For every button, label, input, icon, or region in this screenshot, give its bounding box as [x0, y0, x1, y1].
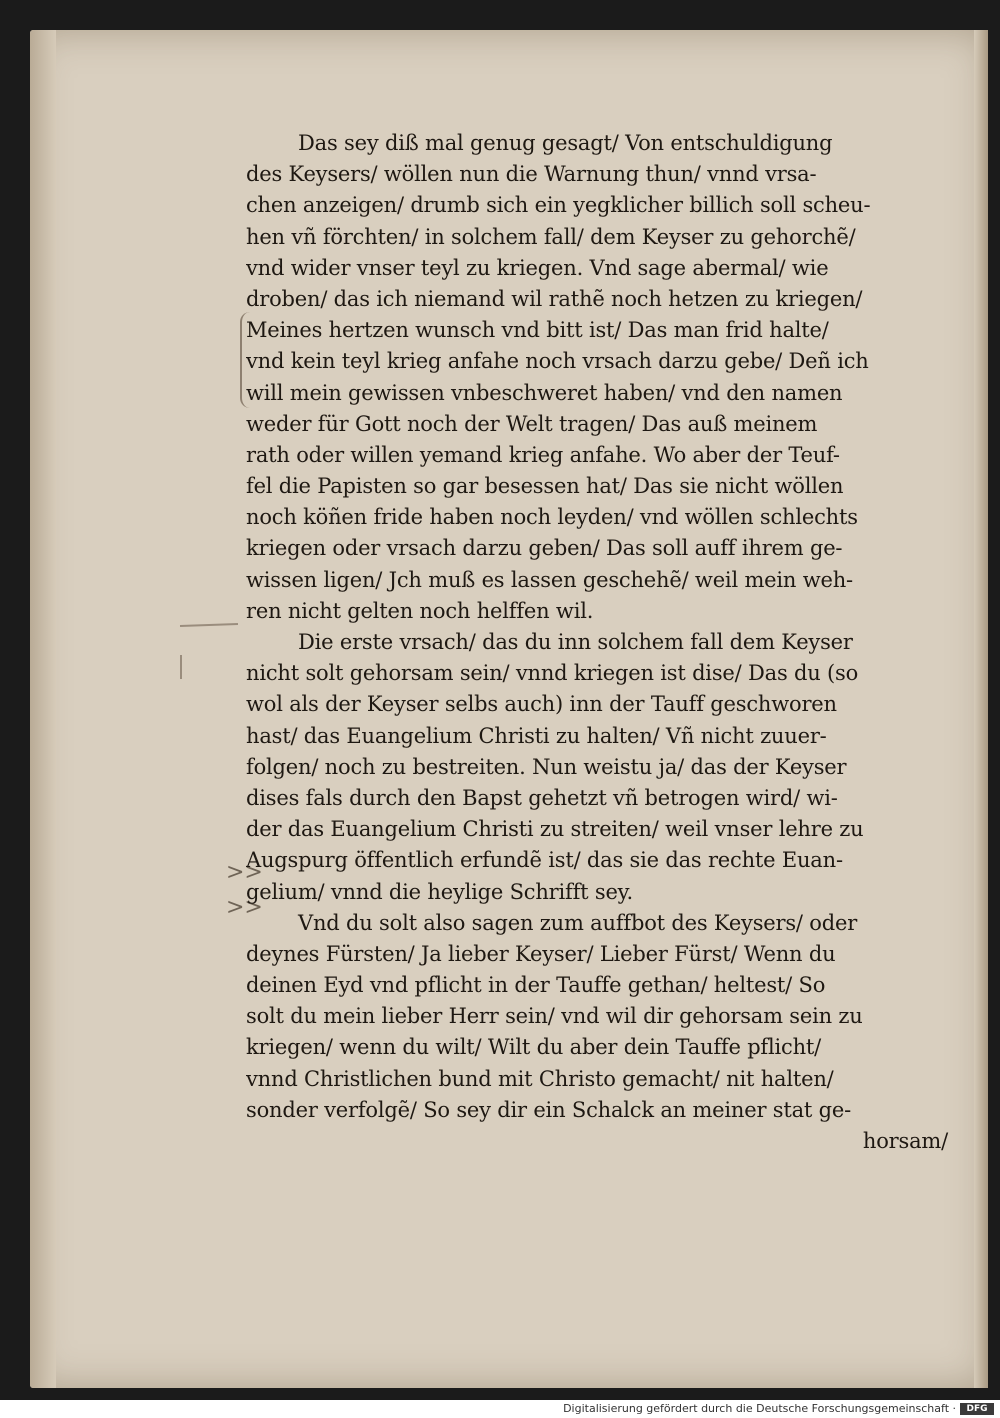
catchword: horsam/ — [862, 1129, 948, 1153]
page-binding-edge — [30, 30, 56, 1388]
margin-quote-mark-1: >> — [226, 860, 263, 885]
footer-bar — [0, 1400, 1000, 1418]
text-line: solt du mein lieber Herr sein/ vnd wil dir gehorsam sein zu — [246, 1004, 863, 1029]
text-line: chen anzeigen/ drumb sich ein yegklicher billich soll scheu- — [246, 193, 871, 218]
margin-quote-mark-2: >> — [226, 895, 263, 920]
text-line: Das sey diß mal genug gesagt/ Von entschuldigung — [298, 131, 833, 155]
text-line: kriegen oder vrsach darzu geben/ Das soll auff ihrem ge- — [246, 536, 843, 561]
text-line: rath oder willen yemand krieg anfahe. Wo aber der Teuf- — [246, 442, 840, 467]
text-line: kriegen/ wenn du wilt/ Wilt du aber dein Tauffe pflicht/ — [246, 1035, 822, 1060]
text-line: weder für Gott noch der Welt tragen/ Das auß meinem — [246, 411, 818, 436]
text-line: will mein gewissen vnbeschweret haben/ vnd den namen — [246, 380, 843, 405]
text-line: fel die Papisten so gar besessen hat/ Das sie nicht wöllen — [246, 474, 844, 499]
text-line: hast/ das Euangelium Christi zu halten/ Vñ nicht zuuer- — [246, 723, 827, 748]
text-line: droben/ das ich niemand wil rathẽ noch hetzen zu kriegen/ — [246, 286, 863, 311]
text-line: deinen Eyd vnd pflicht in der Tauffe gethan/ heltest/ So — [246, 973, 826, 998]
text-line: Vnd du solt also sagen zum auffbot des Keysers/ oder — [298, 910, 858, 935]
margin-pencil-tick — [180, 655, 182, 679]
text-line: vnd wider vnser teyl zu kriegen. Vnd sage abermal/ wie — [246, 255, 829, 280]
page-outer-edge — [974, 30, 988, 1388]
text-line: Die erste vrsach/ das du inn solchem fall dem Keyser — [298, 630, 853, 654]
text-line: hen vñ förchten/ in solchem fall/ dem Keyser zu gehorchẽ/ — [246, 224, 856, 249]
text-line: des Keysers/ wöllen nun die Warnung thun/ vnnd vrsa- — [246, 162, 817, 187]
text-line: folgen/ noch zu bestreiten. Nun weistu ja/ das der Keyser — [246, 754, 847, 779]
funding-notice: Digitalisierung gefördert durch die Deutsche Forschungsgemeinschaft · — [563, 1402, 956, 1415]
text-line: Meines hertzen wunsch vnd bitt ist/ Das man frid halte/ — [246, 318, 829, 343]
text-line: der das Euangelium Christi zu streiten/ weil vnser lehre zu — [246, 817, 864, 842]
text-line: wol als der Keyser selbs auch) inn der Tauff geschworen — [246, 692, 837, 717]
text-line: gelium/ vnnd die heylige Schrifft sey. — [246, 879, 634, 904]
text-line: wissen ligen/ Jch muß es lassen geschehẽ/ weil mein weh- — [246, 567, 853, 592]
text-line: sonder verfolgẽ/ So sey dir ein Schalck an meiner stat ge- — [246, 1097, 852, 1122]
text-line: vnnd Christlichen bund mit Christo gemacht/ nit halten/ — [246, 1066, 834, 1091]
text-line: Augspurg öffentlich erfundẽ ist/ das sie das rechte Euan- — [246, 848, 843, 873]
text-line: nicht solt gehorsam sein/ vnnd kriegen ist dise/ Das du (so — [246, 661, 859, 686]
text-line: noch köñen fride haben noch leyden/ vnd wöllen schlechts — [246, 505, 858, 530]
text-line: dises fals durch den Bapst gehetzt vñ betrogen wird/ wi- — [246, 785, 838, 810]
text-line: deynes Fürsten/ Ja lieber Keyser/ Lieber Fürst/ Wenn du — [246, 941, 836, 966]
text-line: vnd kein teyl krieg anfahe noch vrsach darzu gebe/ Deñ ich — [246, 349, 869, 374]
text-line: ren nicht gelten noch helffen wil. — [246, 598, 594, 623]
document-body — [246, 128, 966, 1157]
dfg-logo: DFG — [960, 1403, 994, 1415]
